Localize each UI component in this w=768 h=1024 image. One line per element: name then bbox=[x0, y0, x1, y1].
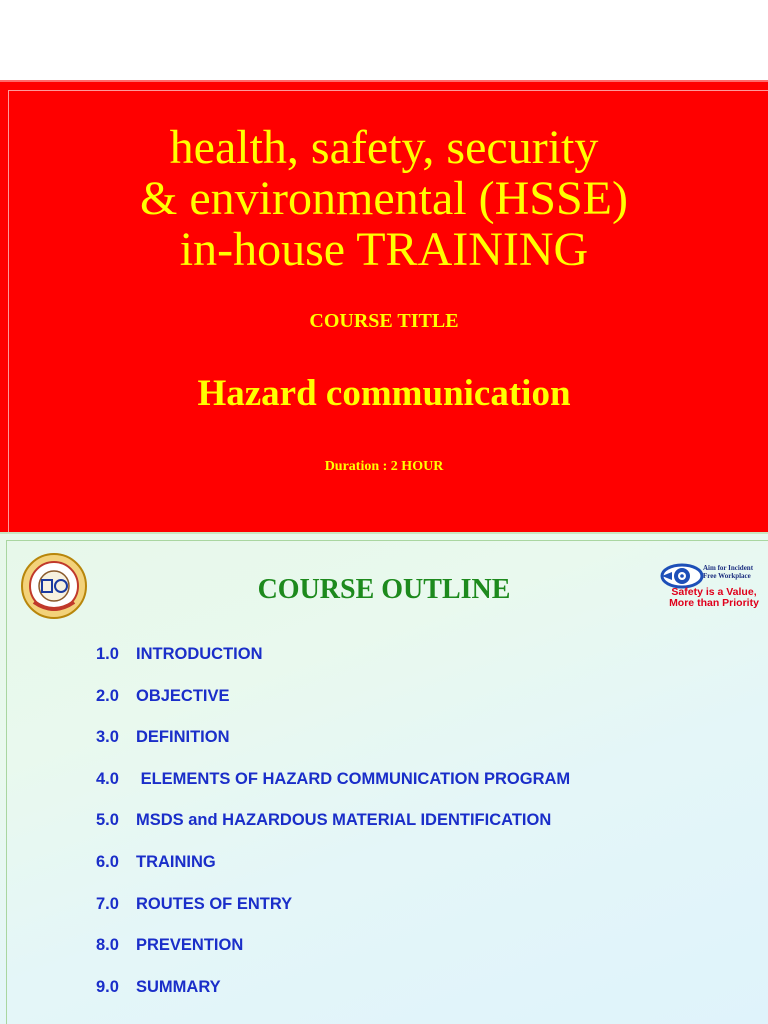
title-line-2: & environmental (HSSE) bbox=[140, 172, 628, 225]
item-number: 6.0 bbox=[96, 852, 119, 871]
course-duration: Duration : 2 HOUR bbox=[324, 459, 444, 474]
outline-item-introduction bbox=[96, 644, 570, 686]
item-number: 5.0 bbox=[96, 811, 119, 830]
item-number: 7.0 bbox=[96, 894, 119, 913]
outline-item-elements bbox=[96, 769, 570, 811]
item-label: PREVENTION bbox=[136, 936, 244, 955]
item-label: MSDS and HAZARDOUS MATERIAL IDENTIFICATION bbox=[136, 811, 552, 830]
item-label: SUMMARY bbox=[136, 977, 221, 996]
item-number: 1.0 bbox=[96, 645, 119, 663]
outline-item-routes bbox=[96, 894, 570, 936]
outline-item-objective bbox=[96, 686, 570, 728]
slogan-line-1: Safety is a Value, bbox=[671, 586, 757, 598]
training-title bbox=[0, 122, 768, 275]
item-label: ROUTES OF ENTRY bbox=[136, 894, 293, 913]
item-label: INTRODUCTION bbox=[136, 645, 263, 663]
outline-item-msds bbox=[96, 810, 570, 852]
item-number: 2.0 bbox=[96, 686, 119, 705]
outline-item-summary bbox=[96, 977, 570, 1019]
course-title-label: COURSE TITLE bbox=[309, 310, 459, 332]
item-label: ELEMENTS OF HAZARD COMMUNICATION PROGRAM bbox=[136, 769, 571, 788]
slogan-line-2: More than Priority bbox=[669, 597, 759, 609]
item-number: 4.0 bbox=[96, 769, 119, 788]
title-line-1: health, safety, security bbox=[169, 121, 599, 174]
course-name: Hazard communication bbox=[197, 373, 571, 414]
item-label: OBJECTIVE bbox=[136, 686, 230, 705]
outline-item-definition bbox=[96, 727, 570, 769]
outline-item-prevention bbox=[96, 935, 570, 977]
outline-item-training bbox=[96, 852, 570, 894]
outline-list bbox=[96, 644, 570, 1018]
outline-heading: COURSE OUTLINE bbox=[257, 574, 511, 605]
outline-slide bbox=[0, 532, 768, 1024]
item-number: 3.0 bbox=[96, 728, 119, 747]
item-label: DEFINITION bbox=[136, 728, 230, 747]
item-number: 8.0 bbox=[96, 936, 119, 955]
title-line-3: in-house TRAINING bbox=[179, 223, 589, 276]
item-label: TRAINING bbox=[136, 852, 216, 871]
title-slide bbox=[0, 80, 768, 532]
item-number: 9.0 bbox=[96, 977, 119, 996]
safety-slogan bbox=[662, 587, 766, 609]
aim-text: Aim for Incident Free Workplace bbox=[703, 564, 754, 580]
